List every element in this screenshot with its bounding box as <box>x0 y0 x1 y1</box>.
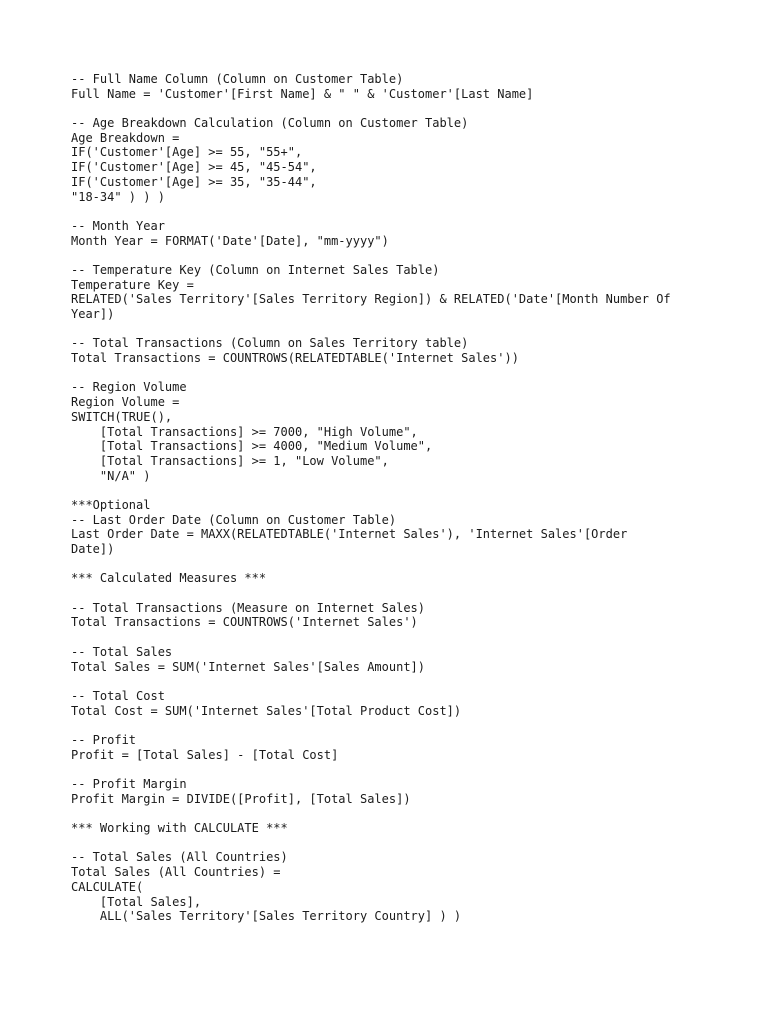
code-line: ALL('Sales Territory'[Sales Territory Country] ) ) <box>71 909 462 924</box>
code-line: CALCULATE( <box>71 879 144 894</box>
code-line: IF('Customer'[Age] >= 35, "35-44", <box>71 174 317 189</box>
code-line: Date]) <box>71 542 115 556</box>
code-line: Profit = [Total Sales] - [Total Cost] <box>71 747 339 762</box>
code-line: Age Breakdown = <box>71 130 180 145</box>
code-line: IF('Customer'[Age] >= 45, "45-54", <box>71 160 317 175</box>
blank-line <box>71 322 711 337</box>
blank-line <box>71 101 711 116</box>
code-line: Total Sales (All Countries) = <box>71 865 281 880</box>
code-line: RELATED('Sales Territory'[Sales Territory Region]) & RELATED('Date'[Month Number Of <box>71 292 671 307</box>
code-line: Full Name = 'Customer'[First Name] & " " & 'Customer'[Last Name] <box>71 86 534 101</box>
code-line: "18-34" ) ) ) <box>71 189 165 204</box>
blank-line <box>71 762 711 777</box>
code-line: "N/A" ) <box>71 468 151 483</box>
code-line: Last Order Date = MAXX(RELATEDTABLE('Internet Sales'), 'Internet Sales'[Order <box>71 527 628 542</box>
code-line: -- Total Cost <box>71 688 165 703</box>
blank-line <box>71 674 711 689</box>
code-line: [Total Sales], <box>71 894 202 909</box>
blank-line <box>71 557 711 572</box>
code-line: Year]) <box>71 307 115 321</box>
blank-line <box>71 483 711 498</box>
code-line: Region Volume = <box>71 395 180 410</box>
code-line: -- Total Transactions (Measure on Internet Sales) <box>71 600 426 615</box>
blank-line <box>71 836 711 851</box>
code-line: -- Month Year <box>71 218 165 233</box>
blank-line <box>71 248 711 263</box>
code-line: -- Last Order Date (Column on Customer Table) <box>71 512 397 527</box>
code-line: Total Transactions = COUNTROWS('Internet Sales') <box>71 615 418 630</box>
code-line: Temperature Key = <box>71 277 194 292</box>
code-line: [Total Transactions] >= 7000, "High Volume", <box>71 424 418 439</box>
code-document <box>71 72 711 924</box>
code-line: *** Working with CALCULATE *** <box>71 821 288 836</box>
code-line: Total Cost = SUM('Internet Sales'[Total Product Cost]) <box>71 703 462 718</box>
code-line: -- Region Volume <box>71 380 187 395</box>
code-line: SWITCH(TRUE(), <box>71 409 173 424</box>
blank-line <box>71 204 711 219</box>
code-line: -- Total Sales <box>71 644 173 659</box>
code-line: -- Total Transactions (Column on Sales Territory table) <box>71 336 469 351</box>
code-line: Total Sales = SUM('Internet Sales'[Sales Amount]) <box>71 659 426 674</box>
code-line: -- Total Sales (All Countries) <box>71 850 288 865</box>
code-line: IF('Customer'[Age] >= 55, "55+", <box>71 145 303 160</box>
code-line: -- Age Breakdown Calculation (Column on Customer Table) <box>71 116 469 131</box>
code-line: Total Transactions = COUNTROWS(RELATEDTABLE('Internet Sales')) <box>71 351 519 366</box>
code-line: Month Year = FORMAT('Date'[Date], "mm-yyyy") <box>71 233 389 248</box>
code-line: *** Calculated Measures *** <box>71 571 267 586</box>
code-line: -- Full Name Column (Column on Customer Table) <box>71 72 404 86</box>
blank-line <box>71 366 711 381</box>
code-line: Profit Margin = DIVIDE([Profit], [Total Sales]) <box>71 791 411 806</box>
blank-line <box>71 586 711 601</box>
code-line: -- Profit <box>71 732 137 747</box>
code-line: -- Profit Margin <box>71 777 187 791</box>
blank-line <box>71 630 711 645</box>
blank-line <box>71 718 711 733</box>
blank-line <box>71 806 711 821</box>
code-line: [Total Transactions] >= 1, "Low Volume", <box>71 453 389 468</box>
code-line: -- Temperature Key (Column on Internet Sales Table) <box>71 262 440 277</box>
code-line: [Total Transactions] >= 4000, "Medium Volume", <box>71 439 433 454</box>
code-line: ***Optional <box>71 497 151 512</box>
